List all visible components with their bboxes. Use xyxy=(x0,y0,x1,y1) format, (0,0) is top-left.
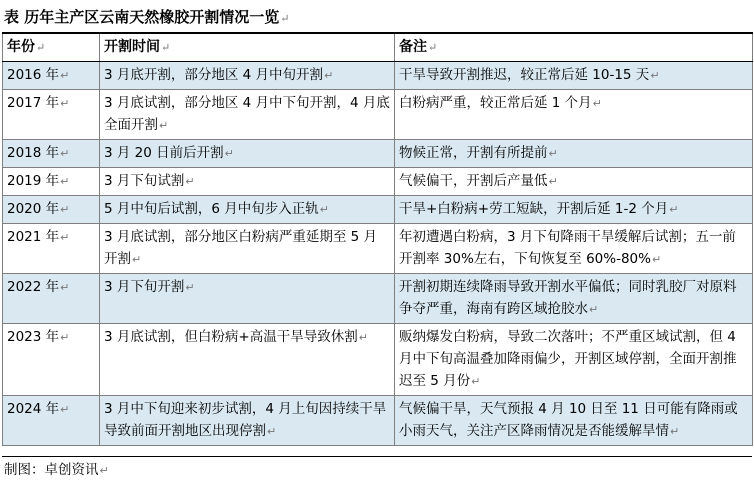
table-title xyxy=(4,4,289,30)
table-header-row xyxy=(3,33,753,62)
tapping-time-cell: 3 月底开割，部分地区 4 月中旬开割↵ xyxy=(100,62,395,90)
table-row xyxy=(3,140,753,168)
note-cell: 开割初期连续降雨导致开割水平偏低；同时乳胶厂对原料争夺严重，海南有跨区域抢胶水↵ xyxy=(395,274,753,324)
footer-rule xyxy=(2,456,752,457)
note-cell: 气候偏干，开割后产量低↵ xyxy=(395,168,753,196)
year-cell: 2018 年↵ xyxy=(3,140,100,168)
year-cell: 2021 年↵ xyxy=(3,224,100,274)
table-row xyxy=(3,62,753,90)
tapping-time-cell: 3 月底试割，部分地区 4 月中下旬开割，4 月底全面开割↵ xyxy=(100,90,395,140)
note-cell: 贩纳爆发白粉病，导致二次落叶；不严重区域试割，但 4 月中下旬高温叠加降雨偏少，开割区域停割，全面开割推迟至 5 月份↵ xyxy=(395,324,753,396)
year-cell: 2016 年↵ xyxy=(3,62,100,90)
note-cell: 干旱+白粉病+劳工短缺，开割后延 1-2 个月↵ xyxy=(395,196,753,224)
tapping-time-cell: 3 月下旬试割↵ xyxy=(100,168,395,196)
year-cell: 2023 年↵ xyxy=(3,324,100,396)
source-note-text: 制图：卓创资讯 xyxy=(4,462,99,478)
note-cell: 物候正常，开割有所提前↵ xyxy=(395,140,753,168)
table-row xyxy=(3,90,753,140)
table-row xyxy=(3,196,753,224)
paragraph-mark-icon: ↵ xyxy=(280,12,290,25)
header-note: 备注↵ xyxy=(395,33,753,62)
source-note: 制图：卓创资讯↵ xyxy=(4,462,109,478)
table-row xyxy=(3,324,753,396)
tapping-time-cell: 3 月底试割，部分地区白粉病严重延期至 5 月开割↵ xyxy=(100,224,395,274)
tapping-time-cell: 3 月下旬开割↵ xyxy=(100,274,395,324)
note-cell: 气候偏干旱，天气预报 4 月 10 日至 11 日可能有降雨或小雨天气，关注产区降雨情况是否能缓解旱情↵ xyxy=(395,396,753,446)
note-cell: 干旱导致开割推迟，较正常后延 10-15 天↵ xyxy=(395,62,753,90)
table-row xyxy=(3,168,753,196)
table-row xyxy=(3,396,753,446)
tapping-time-cell: 5 月中旬后试割，6 月中旬步入正轨↵ xyxy=(100,196,395,224)
table-row xyxy=(3,274,753,324)
table-row xyxy=(3,224,753,274)
year-cell: 2022 年↵ xyxy=(3,274,100,324)
year-cell: 2019 年↵ xyxy=(3,168,100,196)
table-title-text: 表 历年主产区云南天然橡胶开割情况一览 xyxy=(4,8,280,26)
header-time: 开割时间↵ xyxy=(100,33,395,62)
rubber-tapping-table xyxy=(2,32,753,446)
note-cell: 年初遭遇白粉病，3 月下旬降雨干旱缓解后试割；五一前开割率 30%左右，下旬恢复至 60%-80%↵ xyxy=(395,224,753,274)
year-cell: 2024 年↵ xyxy=(3,396,100,446)
note-cell: 白粉病严重，较正常后延 1 个月↵ xyxy=(395,90,753,140)
tapping-time-cell: 3 月底试割，但白粉病+高温干旱导致休割↵ xyxy=(100,324,395,396)
year-cell: 2020 年↵ xyxy=(3,196,100,224)
tapping-time-cell: 3 月 20 日前后开割↵ xyxy=(100,140,395,168)
year-cell: 2017 年↵ xyxy=(3,90,100,140)
tapping-time-cell: 3 月中下旬迎来初步试割，4 月上旬因持续干旱导致前面开割地区出现停割↵ xyxy=(100,396,395,446)
header-year: 年份↵ xyxy=(3,33,100,62)
